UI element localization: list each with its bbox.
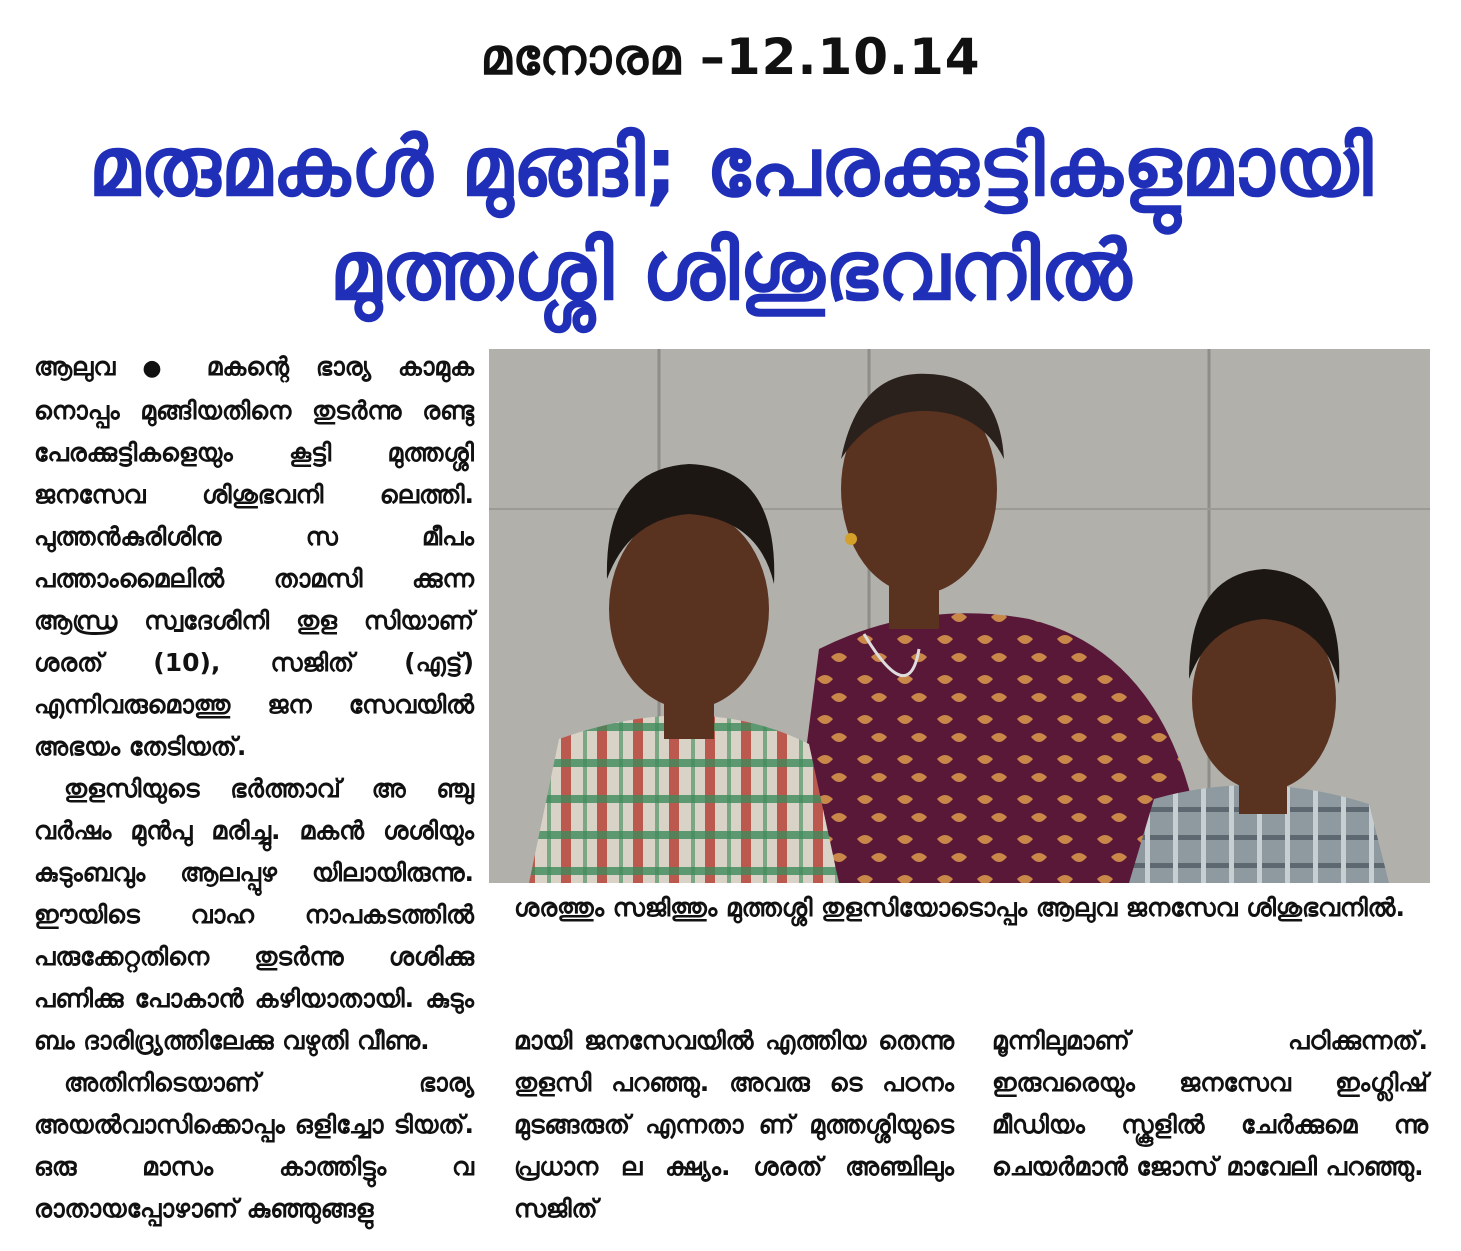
dateline: ആലുവ [34,352,116,381]
headline-line-1: മരുമകൾ മുങ്ങി; പേരക്കുട്ടികളുമായി [88,120,1373,215]
article-paragraph-2: തുളസിയുടെ ഭർത്താവ് അ ഞ്ചു വർഷം മുൻപു മരിച്ചു. മകൻ ശശിയും കുടുംബവും ആലപ്പുഴ യിലായിരുന്നു. ഈയിടെ വാഹ നാപകടത്തിൽ പരുക്കേറ്റതിനെ തുടർന്നു ശശിക്കു പണിക്കു പോകാൻ കഴിയാതായി. കുടും ബം ദാരിദ്ര്യത്തിലേക്കു വഴുതി വീണു. [34,774,474,1055]
column-2-text: മായി ജനസേവയിൽ എത്തിയ തെന്നു തുളസി പറഞ്ഞു. അവരു ടെ പഠനം മുടങ്ങരുത് എന്നതാ ണ് മുത്തശ്ശിയുടെ പ്രധാന ല ക്ഷ്യം. ശരത് അഞ്ചിലും സജിത് [514,1026,954,1223]
article-paragraph-1 [34,346,474,768]
article-photo [489,349,1430,883]
article-column-2 [514,1020,954,1230]
newspaper-source-date: മനോരമ –12.10.14 [480,28,981,86]
dateline-bullet-icon: ● [142,356,180,381]
paragraph-1-text: മകന്റെ ഭാര്യ കാമുക നൊപ്പം മുങ്ങിയതിനെ തുടർന്നു രണ്ടു പേരക്കുട്ടികളെയും കൂട്ടി മുത്തശ്ശി ജനസേവ ശിശുഭവനി ലെത്തി. പുത്തൻകുരിശിനു സ മീപം പത്താംമൈലിൽ താമസി ക്കുന്ന ആന്ധ്ര സ്വദേശിനി തുള സിയാണ് ശരത് (10), സജിത് (എട്ട്) എന്നിവരുമൊത്തു ജന സേവയിൽ അഭയം തേടിയത്. [34,352,474,761]
article-paragraph-3: അതിനിടെയാണ് ഭാര്യ അയൽവാസിക്കൊപ്പം ഒളിച്ചോ ടിയത്. ഒരു മാസം കാത്തിട്ടും വ രാതായപ്പോഴാണ് കുഞ്ഞുങ്ങളു [34,1068,474,1223]
photo-illustration [489,349,1430,883]
column-3-text: മൂന്നിലുമാണ് പഠിക്കുന്നത്. ഇരുവരെയും ജനസേവ ഇംഗ്ലിഷ് മീഡിയം സ്കൂളിൽ ചേർക്കുമെ ന്നു ചെയർമാൻ ജോസ് മാവേലി പറഞ്ഞു. [992,1026,1428,1181]
article-column-3 [992,1020,1428,1188]
photo-caption: ശരത്തും സജിത്തും മുത്തശ്ശി തുളസിയോടൊപ്പം ആലുവ ജനസേവ ശിശുഭവനിൽ. [514,893,1405,922]
article-column-1 [34,346,474,1230]
headline-line-2: മുത്തശ്ശി ശിശുഭവനിൽ [329,224,1132,319]
